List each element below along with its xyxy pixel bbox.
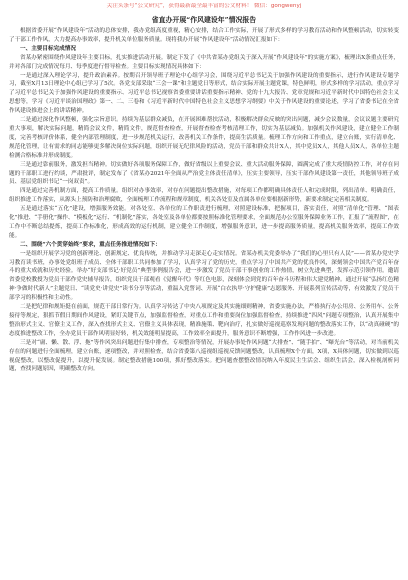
document-body: [9, 27, 399, 374]
body-paragraph: 一是通过深入理论学习，提升政治素养。按期召开领导班子理论中心组学习会，围绕习近平总书记关于加强作风建设的重要指示，进行作风建设专题学习，截至X月13日理论中心组已学习了5次。各党支部采取“三会一课”和主题党日等形式，结合实际开展主题党课，特色鲜明，形式多样的学习活动，重点学习了习近平总书记关于加强作风建设的重要指示、习近平总书记视察省委重要讲话重要指示精神、党的十九大报告、党章党规和习近平新时代中国特色社会主义思想等，学习《习近平谈治国理政》第一、二、三卷和《习近平新时代中国特色社会主义思想学习纲要》中关于作风建设的重要论述，学习了省委书记在全省作风建设推进会上的讲话精神。: [9, 72, 399, 115]
body-paragraph: 根据省委开展“作风建设年”活动的总体安排，我办党组高度重视，精心安排，结合工作实际，开展了形式多样的学习教育活动和作风整顿活动，切实转变了干部工作作风，大力提高办事效率，提升机关单位服务质量。现将我办开展“作风建设年”活动情况汇报如下：: [9, 28, 399, 43]
body-paragraph: 五是通过落实“五化”建设，增强服务效能。对各处室、各单位的工作职责进行梳理，对照建设标准，把握项目，落实责任，对照“清单化”管理、“图表化”推进、“手册化”操作、“模板化”运行、“机制化”落实，各处室及各单位都要按照标准化管理要求，全面规范办公室服务保障业务工作，汇报了“流程图”，在工作中不断总结提炼，提高工作标准化，形成高效的运行机制，建立健全工作制度，增强服务意识，进一步提高服务质量，提高机关服务效率，提高工作效能。: [9, 206, 399, 239]
body-paragraph: 三是对“庸、懒、散、浮、拖”等作风突出问题进行集中排查，专项整治等情况，开展办事处作风问题“大排查”、“随手拍”、“曝光台”等活动，对当前机关存在的问题进行全面梳理，建立台账，逐项整改，并对照检查，结合省委第八巡视组巡视反馈问题整改，认真梳理X个方面，X项，X具体问题，切实做到以巡视促整改，以整改促提升，以提升促发展。制定整改措施100项，抓好整改落实。把问题查摆整改情况纳入年度民主生活会、组织生活会，深入检视剖析问题，查找问题原因，明确整改方向。: [9, 339, 399, 373]
section-heading: 二、围绕“六个贯穿始终”要求，重点任务推进情况如下：: [20, 241, 161, 248]
section-heading: 一、主要目标完成情况: [20, 45, 76, 52]
body-paragraph: 四是通过完善机制方面，提高工作质量。组织对办事效率，对存在问题提出整改措施，对每项工作都明确具体责任人和完成时限，列出清单、明确责任，组织推进工作落实，从源头上预防和治理腐败，全面梳理工作流程和规章制度，机关各处室及直属各单位要根据新形势，新要求制定完善相关制度。: [9, 188, 399, 204]
body-paragraph: 省某办紧密围绕作风建设年主要目标，扎实推进活动开展。制定下发了《中共省某办党组关于深入开展“作风建设年”的实施方案》，梳理出X条重点任务，并对各部门完成情况每月、每季度进行督导检查。主要目标实现情况具体如下：: [9, 54, 399, 70]
body-paragraph: 二是把纪律和规矩挺在前面，规范干部日常行为。认真学习传达了中央八项规定及其实施细则精神，省委实施办法，严格执行办公用房、公务用车、公务接待等规定，狠抓节假日期间作风建设，紧盯关键节点，加强监督检查，对重点工作和重要岗位加强监督检查，持续推进“四风”问题专项整治，认真开展集中整治形式主义、官僚主义工作，深入查找形式主义、官僚主义具体表现，精准施策、靶向治疗，扎实做好巡视巡察发现问题的整改落实工作，以“动真碰硬”的态度推进整改工作，全办党员干部作风明显好转，机关效能明显提高，工作效率全面提升，服务意识不断增强，工作作风进一步改进。: [9, 304, 399, 337]
body-paragraph: 三是通过靠前服务，激发担当精神。切实做好各项服务保障工作，做好省级以上重要会议、重大活动服务保障，圆满完成了重大疫情防控工作，对存在问题的干部职工进行约谈，严肃批评，制定发布了《省某办2021年全面从严治党主体责任清单》，压实主要领导，压实干部作风建设第一责任，其他领导班子成员、基层党组织书记“一岗双责”。: [9, 161, 399, 186]
body-paragraph: 二是通过深化作风整顿，强化宗旨意识。持续为基层群众减负，在开展困难帮扶活动，积极解决群众反映的突出问题，减少会议数量，会议议题主要研究重大事项，解决实际问题，精简会议文件，精简文件，规范督查检查，开展督查检查考核清理工作，切实为基层减负。加强机关作风建设，建立健全工作制度，完善考核评价体系，健全内部管理制度，进一步规范机关运行，改善机关工作条件，提高生活质量。梳理工作方向和工作重点，建立台账，实行清单化、规范化管理，让有需求的同志能够更多解决岗位实际问题，组织开展无纪律风险的活动，党员干部和群众共计X人，其中党员X人，其他人员X人，各单位主题检测合格标准并形成制度。: [9, 117, 399, 159]
promo-banner[interactable]: 关注头条号“公文研究”，获得最新最全最丰富的公文材料！ 微信：gongwenyj: [106, 3, 302, 9]
body-paragraph: 一是组织开展学习党的创新理论、创新规定、优良传统，并推动学习走深走心走实情况。省某办机关党委举办了“我们的心里只有人民”——省某办党史学习教育读书班，办事处党组班子成员、全体干部职工共同参加了学习，认真学习了党的历史，重点学习了中国共产党的优良作风，深刻领会中国共产党百年奋斗的重大成就和历史经验。举办“好支部书记·好党员”典型事例报告会，进一步激发了党员干部干事创业的工作热情，树立先进典型，发挥示范引领作用。邀请省委党校教授为党员干部作党史辅导报告，组织党员干部观看《觉醒年代》等红色电影，深刻体会到党的百年奋斗历程和伟大建党精神。通过开展“弘扬红色精神·争做时代新人”主题党日、“读党史·讲党史”读书分享等活动，重温入党誓词、开展“白衣执甲·守护健康”志愿服务、开展系列宣传活动等，有效激发了党员干部学习的积极性和主动性。: [9, 250, 399, 302]
document-title: 省直办开展“作风建设年”情况报告: [151, 16, 257, 24]
